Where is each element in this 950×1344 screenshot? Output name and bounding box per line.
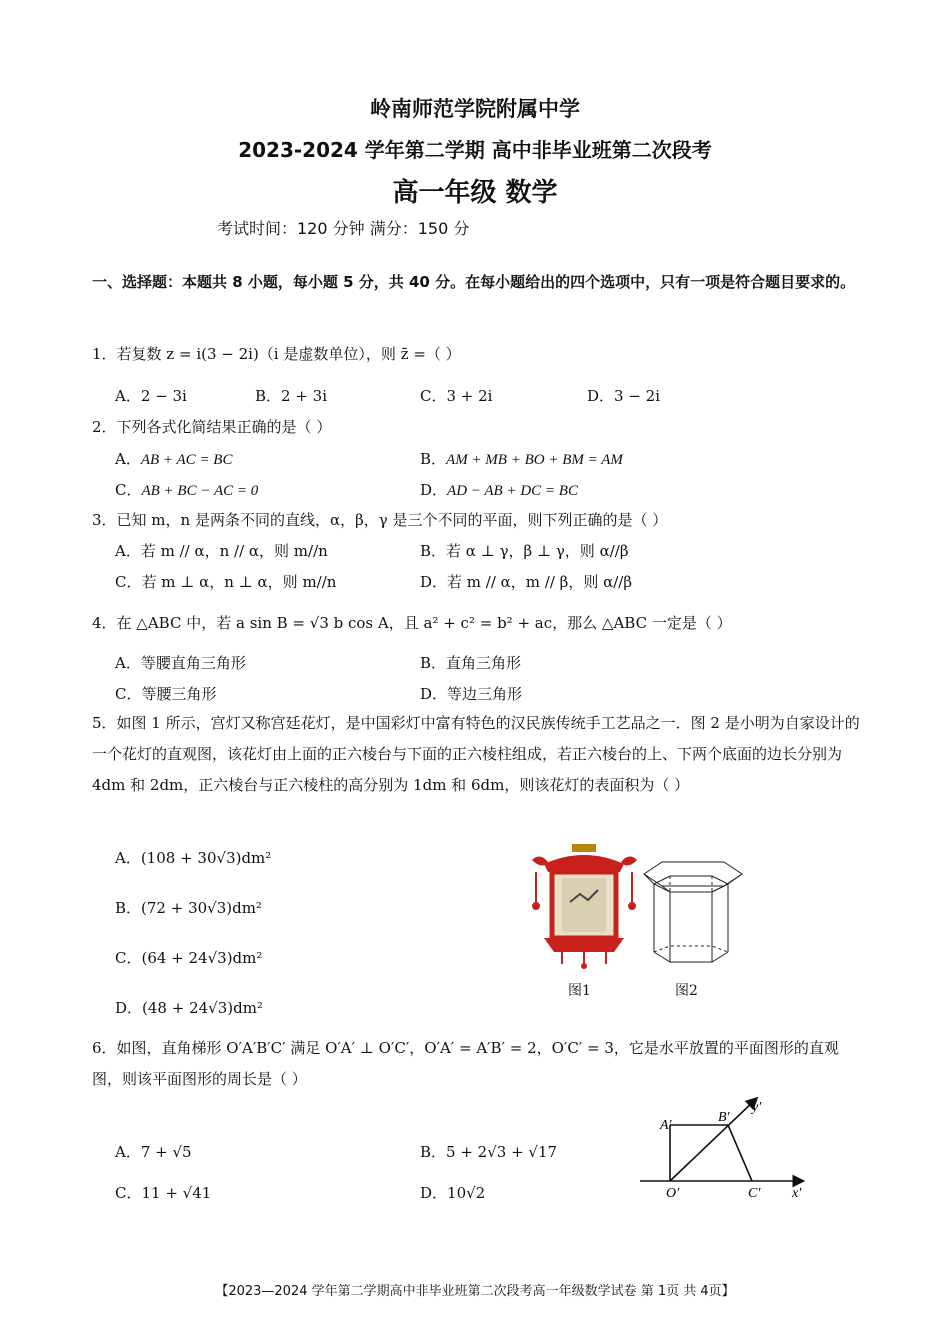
label-C: C′ xyxy=(748,1186,761,1201)
page-footer: 【2023—2024 学年第二学期高中非毕业班第二次段考高一年级数学试卷 第 1页 共 4页】 xyxy=(215,1284,735,1299)
q1-option-a: A．2 − 3i xyxy=(115,387,187,405)
label-A: A′ xyxy=(660,1118,672,1133)
y-axis xyxy=(670,1099,756,1181)
q5-option-d: D．(48 + 24√3)dm² xyxy=(115,999,263,1017)
label-x: x′ xyxy=(792,1186,802,1201)
question-3-stem: 3．已知 m，n 是两条不同的直线，α，β，γ 是三个不同的平面，则下列正确的是（ ） xyxy=(92,511,668,529)
q2-option-c-expr: AB + BC − AC = 0 xyxy=(141,483,259,499)
trapezoid-diagram xyxy=(640,1093,820,1209)
q2-option-b-label: B． xyxy=(420,450,447,468)
school-name: 岭南师范学院附属中学 xyxy=(370,97,580,121)
label-y: y′ xyxy=(752,1100,762,1115)
q2-option-a-label: A． xyxy=(115,450,141,468)
q6-option-a: A．7 + √5 xyxy=(115,1143,192,1161)
q5-option-a: A．(108 + 30√3)dm² xyxy=(115,849,272,867)
q2-option-c-label: C． xyxy=(115,481,142,499)
exam-title: 2023-2024 学年第二学期 高中非毕业班第二次段考 xyxy=(238,138,712,162)
exam-info: 考试时间：120 分钟 满分：150 分 xyxy=(217,219,470,238)
question-5-stem: 5．如图 1 所示，宫灯又称宫廷花灯，是中国彩灯中富有特色的汉民族传统手工艺品之一．图 2 是小明为自家设计的一个花灯的直观图，该花灯由上面的正六棱台与下面的正六棱柱组成，若正六棱台的上、下两个底面的边长分别为 4dm 和 2dm，正六棱台与正六棱柱的高分别为 1dm 和 6dm，则该花灯的表面积为（ ） xyxy=(92,714,860,794)
q1-option-c: C．3 + 2i xyxy=(420,387,493,405)
fig2-caption: 图2 xyxy=(675,983,698,999)
q6-option-b: B．5 + 2√3 + √17 xyxy=(420,1143,558,1161)
q5-option-b: B．(72 + 30√3)dm² xyxy=(115,899,262,917)
q4-option-d: D．等边三角形 xyxy=(420,685,523,703)
subject-title: 高一年级 数学 xyxy=(392,178,558,208)
q3-option-a: A．若 m // α，n // α，则 m//n xyxy=(115,542,328,560)
q2-option-d-label: D． xyxy=(420,481,448,499)
q1-option-b: B．2 + 3i xyxy=(255,387,328,405)
q2-option-b-expr: AM + MB + BO + BM = AM xyxy=(446,452,623,468)
q2-option-a-expr: AB + AC = BC xyxy=(140,452,233,468)
question-1-stem: 1．若复数 z = i(3 − 2i)（i 是虚数单位），则 z̄ =（ ） xyxy=(92,345,461,363)
q4-option-b: B．直角三角形 xyxy=(420,654,522,672)
q4-option-a: A．等腰直角三角形 xyxy=(115,654,246,672)
section-1-intro: 一、选择题：本题共 8 小题，每小题 5 分，共 40 分。在每小题给出的四个选项中，只有一项是符合题目要求的。 xyxy=(92,273,856,291)
fig1-caption: 图1 xyxy=(568,983,591,999)
q2-option-b xyxy=(420,448,623,469)
question-6-stem: 6．如图，直角梯形 O′A′B′C′ 满足 O′A′ ⊥ O′C′，O′A′ = A′B′ = 2，O′C′ = 3，它是水平放置的平面图形的直观图，则该平面图形的周长是（ ） xyxy=(92,1039,839,1088)
question-2-stem: 2．下列各式化简结果正确的是（ ） xyxy=(92,418,332,436)
question-4-stem: 4．在 △ABC 中，若 a sin B = √3 b cos A，且 a² + c² = b² + ac，那么 △ABC 一定是（ ） xyxy=(92,614,732,632)
lantern-figure xyxy=(522,842,647,970)
q3-option-b: B．若 α ⊥ γ，β ⊥ γ，则 α//β xyxy=(420,542,629,560)
q3-option-d: D．若 m // α，m // β，则 α//β xyxy=(420,573,633,591)
q3-option-c: C．若 m ⊥ α，n ⊥ α，则 m//n xyxy=(115,573,337,591)
label-O: O′ xyxy=(666,1186,680,1201)
edge-BC xyxy=(728,1125,752,1181)
q6-option-d: D．10√2 xyxy=(420,1184,486,1202)
q2-option-c xyxy=(115,479,258,500)
q6-option-c: C．11 + √41 xyxy=(115,1184,212,1202)
q5-option-c: C．(64 + 24√3)dm² xyxy=(115,949,263,967)
q2-option-a xyxy=(115,448,232,469)
q1-option-d: D．3 − 2i xyxy=(587,387,661,405)
q2-option-d xyxy=(420,479,578,500)
label-B: B′ xyxy=(718,1110,730,1125)
q4-option-c: C．等腰三角形 xyxy=(115,685,217,703)
q2-option-d-expr: AD − AB + DC = BC xyxy=(447,483,578,499)
hexagon-frustum-prism-figure xyxy=(638,860,758,972)
